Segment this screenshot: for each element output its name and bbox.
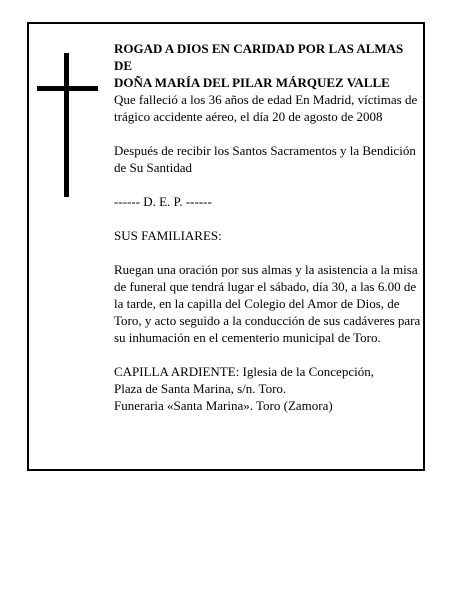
notice-heading-line1: ROGAD A DIOS EN CARIDAD POR LAS ALMAS DE — [114, 41, 404, 73]
cross-vertical-bar — [64, 53, 69, 197]
chapel-line2: Plaza de Santa Marina, s/n. Toro. — [114, 381, 287, 396]
rip-text: ------ D. E. P. ------ — [114, 194, 212, 209]
request-text: Ruegan una oración por sus almas y la asistencia a la misa de funeral que tendrá lugar el sábado, día 30, a las 6.00 de la tarde, en la capilla del Colegio del Amor de Dios, de Toro, y acto seguido a la conducción de sus cadáveres para su inhumación en el cementerio municipal de Toro. — [114, 262, 421, 345]
cross-icon — [37, 53, 98, 197]
notice-heading-line2: DOÑA MARÍA DEL PILAR MÁRQUEZ VALLE — [114, 75, 390, 90]
sacraments-text: Después de recibir los Santos Sacramentos y la Bendición de Su Santidad — [114, 143, 416, 175]
cross-horizontal-bar — [37, 86, 98, 91]
family-heading: SUS FAMILIARES: — [114, 228, 222, 243]
death-text: Que falleció a los 36 años de edad En Madrid, víctimas de trágico accidente aéreo, el día 20 de agosto de 2008 — [114, 92, 418, 124]
notice-content — [114, 40, 422, 414]
chapel-line1: CAPILLA ARDIENTE: Iglesia de la Concepción, — [114, 364, 374, 379]
chapel-line3: Funeraria «Santa Marina». Toro (Zamora) — [114, 398, 333, 413]
